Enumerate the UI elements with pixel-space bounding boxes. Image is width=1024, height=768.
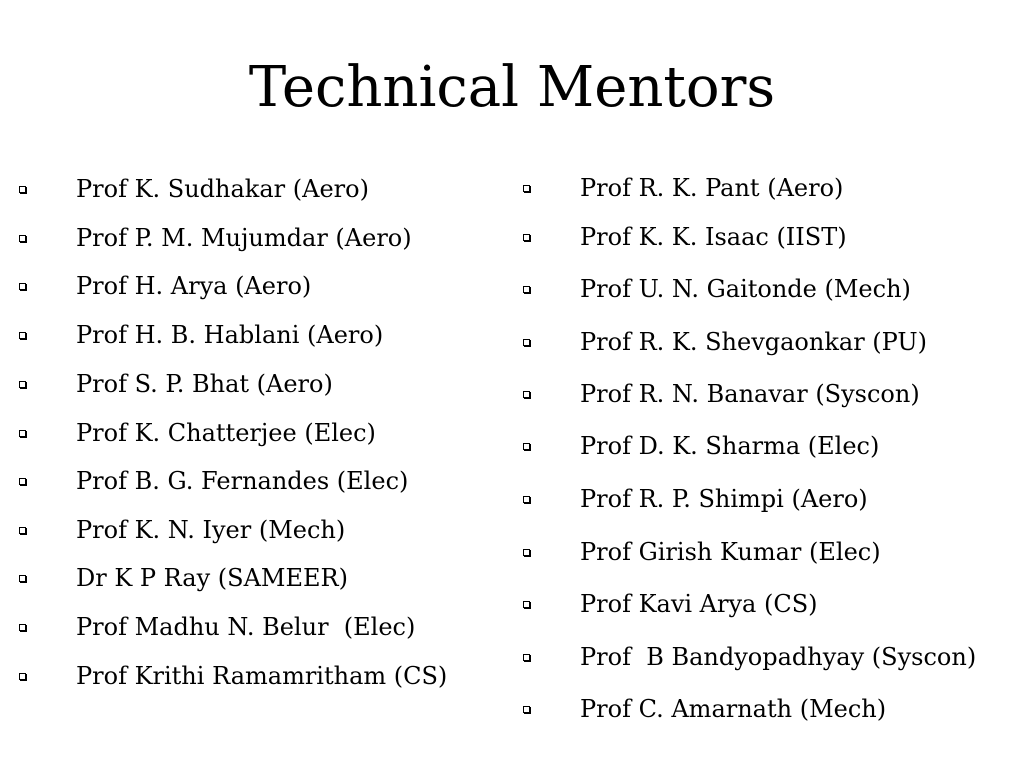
mentor-name: Prof D. K. Sharma (Elec): [580, 432, 880, 460]
list-item: [500, 482, 1020, 516]
mentor-name: Prof Kavi Arya (CS): [580, 590, 818, 618]
square-bullet-icon: [19, 478, 26, 485]
mentor-name: Prof S. P. Bhat (Aero): [76, 370, 333, 398]
mentor-name: Prof K. K. Isaac (IIST): [580, 223, 847, 251]
square-bullet-icon: [19, 527, 26, 534]
list-item: [500, 171, 1020, 205]
square-bullet-icon: [523, 234, 530, 241]
square-bullet-icon: [19, 381, 26, 388]
square-bullet-icon: [523, 286, 530, 293]
square-bullet-icon: [523, 339, 530, 346]
square-bullet-icon: [523, 549, 530, 556]
list-item: [0, 464, 520, 498]
list-item: [0, 416, 520, 450]
list-item: [500, 429, 1020, 463]
list-item: [500, 220, 1020, 254]
mentor-name: Prof H. Arya (Aero): [76, 272, 312, 300]
mentor-name: Prof R. P. Shimpi (Aero): [580, 485, 868, 513]
mentor-name: Prof K. N. Iyer (Mech): [76, 516, 346, 544]
mentor-name: Prof K. Sudhakar (Aero): [76, 175, 369, 203]
square-bullet-icon: [523, 496, 530, 503]
mentor-name: Prof Madhu N. Belur (Elec): [76, 613, 416, 641]
list-item: [0, 561, 520, 595]
square-bullet-icon: [523, 443, 530, 450]
mentor-name: Prof Girish Kumar (Elec): [580, 538, 881, 566]
list-item: [0, 659, 520, 693]
mentor-name: Prof H. B. Hablani (Aero): [76, 321, 384, 349]
square-bullet-icon: [19, 575, 26, 582]
square-bullet-icon: [523, 185, 530, 192]
square-bullet-icon: [19, 673, 26, 680]
square-bullet-icon: [523, 391, 530, 398]
mentor-name: Prof R. K. Pant (Aero): [580, 174, 844, 202]
square-bullet-icon: [19, 235, 26, 242]
list-item: [0, 367, 520, 401]
mentor-name: Prof Krithi Ramamritham (CS): [76, 662, 448, 690]
mentor-name: Prof R. N. Banavar (Syscon): [580, 380, 920, 408]
square-bullet-icon: [19, 186, 26, 193]
mentor-name: Prof C. Amarnath (Mech): [580, 695, 887, 723]
square-bullet-icon: [19, 332, 26, 339]
mentor-name: Prof U. N. Gaitonde (Mech): [580, 275, 911, 303]
square-bullet-icon: [523, 654, 530, 661]
square-bullet-icon: [19, 430, 26, 437]
square-bullet-icon: [19, 624, 26, 631]
mentor-name: Dr K P Ray (SAMEER): [76, 564, 348, 592]
list-item: [500, 272, 1020, 306]
mentor-name: Prof B Bandyopadhyay (Syscon): [580, 643, 977, 671]
square-bullet-icon: [523, 706, 530, 713]
mentor-name: Prof P. M. Mujumdar (Aero): [76, 224, 412, 252]
mentor-name: Prof K. Chatterjee (Elec): [76, 419, 376, 447]
square-bullet-icon: [523, 601, 530, 608]
list-item: [500, 325, 1020, 359]
list-item: [500, 377, 1020, 411]
list-item: [0, 318, 520, 352]
list-item: [0, 269, 520, 303]
list-item: [0, 172, 520, 206]
list-item: [0, 610, 520, 644]
mentor-name: Prof R. K. Shevgaonkar (PU): [580, 328, 927, 356]
list-item: [0, 513, 520, 547]
mentor-name: Prof B. G. Fernandes (Elec): [76, 467, 409, 495]
list-item: [500, 587, 1020, 621]
square-bullet-icon: [19, 283, 26, 290]
list-item: [500, 640, 1020, 674]
list-item: [500, 692, 1020, 726]
list-item: [0, 221, 520, 255]
list-item: [500, 535, 1020, 569]
slide-title: Technical Mentors: [248, 55, 776, 120]
